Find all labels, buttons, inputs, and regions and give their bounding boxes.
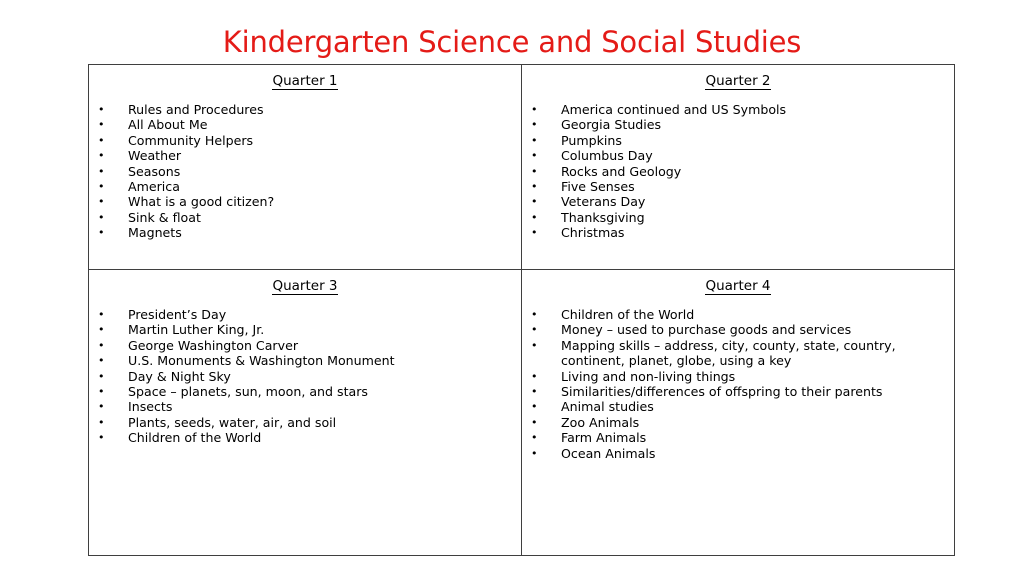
list-item: • Plants, seeds, water, air, and soil bbox=[97, 415, 513, 430]
page-title: Kindergarten Science and Social Studies bbox=[222, 25, 802, 59]
list-item: • Veterans Day bbox=[530, 194, 946, 209]
list-item: • Community Helpers bbox=[97, 133, 513, 148]
quarter-1-header-label: Quarter 1 bbox=[272, 73, 338, 89]
quarter-4-topic-list bbox=[530, 307, 946, 461]
list-item: • Space – planets, sun, moon, and stars bbox=[97, 384, 513, 399]
list-item: • President’s Day bbox=[97, 307, 513, 322]
list-item: • What is a good citizen? bbox=[97, 194, 513, 209]
list-item: • Living and non-living things bbox=[530, 369, 946, 384]
list-item: • Animal studies bbox=[530, 399, 946, 414]
quarter-cell-1 bbox=[89, 65, 522, 270]
quarter-1-topic-list bbox=[97, 102, 513, 241]
list-item: • Farm Animals bbox=[530, 430, 946, 445]
list-item: • Magnets bbox=[97, 225, 513, 240]
list-item: • Children of the World bbox=[530, 307, 946, 322]
quarter-2-topic-list bbox=[530, 102, 946, 241]
list-item: • Thanksgiving bbox=[530, 210, 946, 225]
quarter-3-header bbox=[97, 278, 513, 294]
list-item: • Similarities/differences of offspring to their parents bbox=[530, 384, 946, 399]
quarter-2-header bbox=[530, 73, 946, 89]
list-item: • Christmas bbox=[530, 225, 946, 240]
table-row bbox=[89, 270, 955, 556]
list-item: • America bbox=[97, 179, 513, 194]
quarter-4-header-label: Quarter 4 bbox=[705, 278, 771, 294]
quarter-cell-2 bbox=[522, 65, 955, 270]
quarter-3-topic-list bbox=[97, 307, 513, 446]
list-item: • Children of the World bbox=[97, 430, 513, 445]
list-item: • Seasons bbox=[97, 164, 513, 179]
quarter-cell-3 bbox=[89, 270, 522, 556]
list-item: • Martin Luther King, Jr. bbox=[97, 322, 513, 337]
list-item: • Insects bbox=[97, 399, 513, 414]
list-item: • Zoo Animals bbox=[530, 415, 946, 430]
list-item: • Money – used to purchase goods and services bbox=[530, 322, 946, 337]
list-item: • U.S. Monuments & Washington Monument bbox=[97, 353, 513, 368]
quarter-1-header bbox=[97, 73, 513, 89]
list-item: • Day & Night Sky bbox=[97, 369, 513, 384]
quarter-4-header bbox=[530, 278, 946, 294]
quarter-curriculum-table bbox=[88, 64, 955, 556]
quarter-cell-4 bbox=[522, 270, 955, 556]
list-item: • Georgia Studies bbox=[530, 117, 946, 132]
list-item: • Five Senses bbox=[530, 179, 946, 194]
list-item: • Columbus Day bbox=[530, 148, 946, 163]
table-row bbox=[89, 65, 955, 270]
list-item: • Weather bbox=[97, 148, 513, 163]
list-item: • Rules and Procedures bbox=[97, 102, 513, 117]
quarter-3-header-label: Quarter 3 bbox=[272, 278, 338, 294]
list-item: • All About Me bbox=[97, 117, 513, 132]
list-item: • America continued and US Symbols bbox=[530, 102, 946, 117]
list-item: • Sink & float bbox=[97, 210, 513, 225]
list-item: • Rocks and Geology bbox=[530, 164, 946, 179]
list-item: • Ocean Animals bbox=[530, 446, 946, 461]
list-item: • George Washington Carver bbox=[97, 338, 513, 353]
list-item: • Mapping skills – address, city, county, state, country, continent, planet, globe, using a key bbox=[530, 338, 946, 369]
list-item: • Pumpkins bbox=[530, 133, 946, 148]
quarter-2-header-label: Quarter 2 bbox=[705, 73, 771, 89]
